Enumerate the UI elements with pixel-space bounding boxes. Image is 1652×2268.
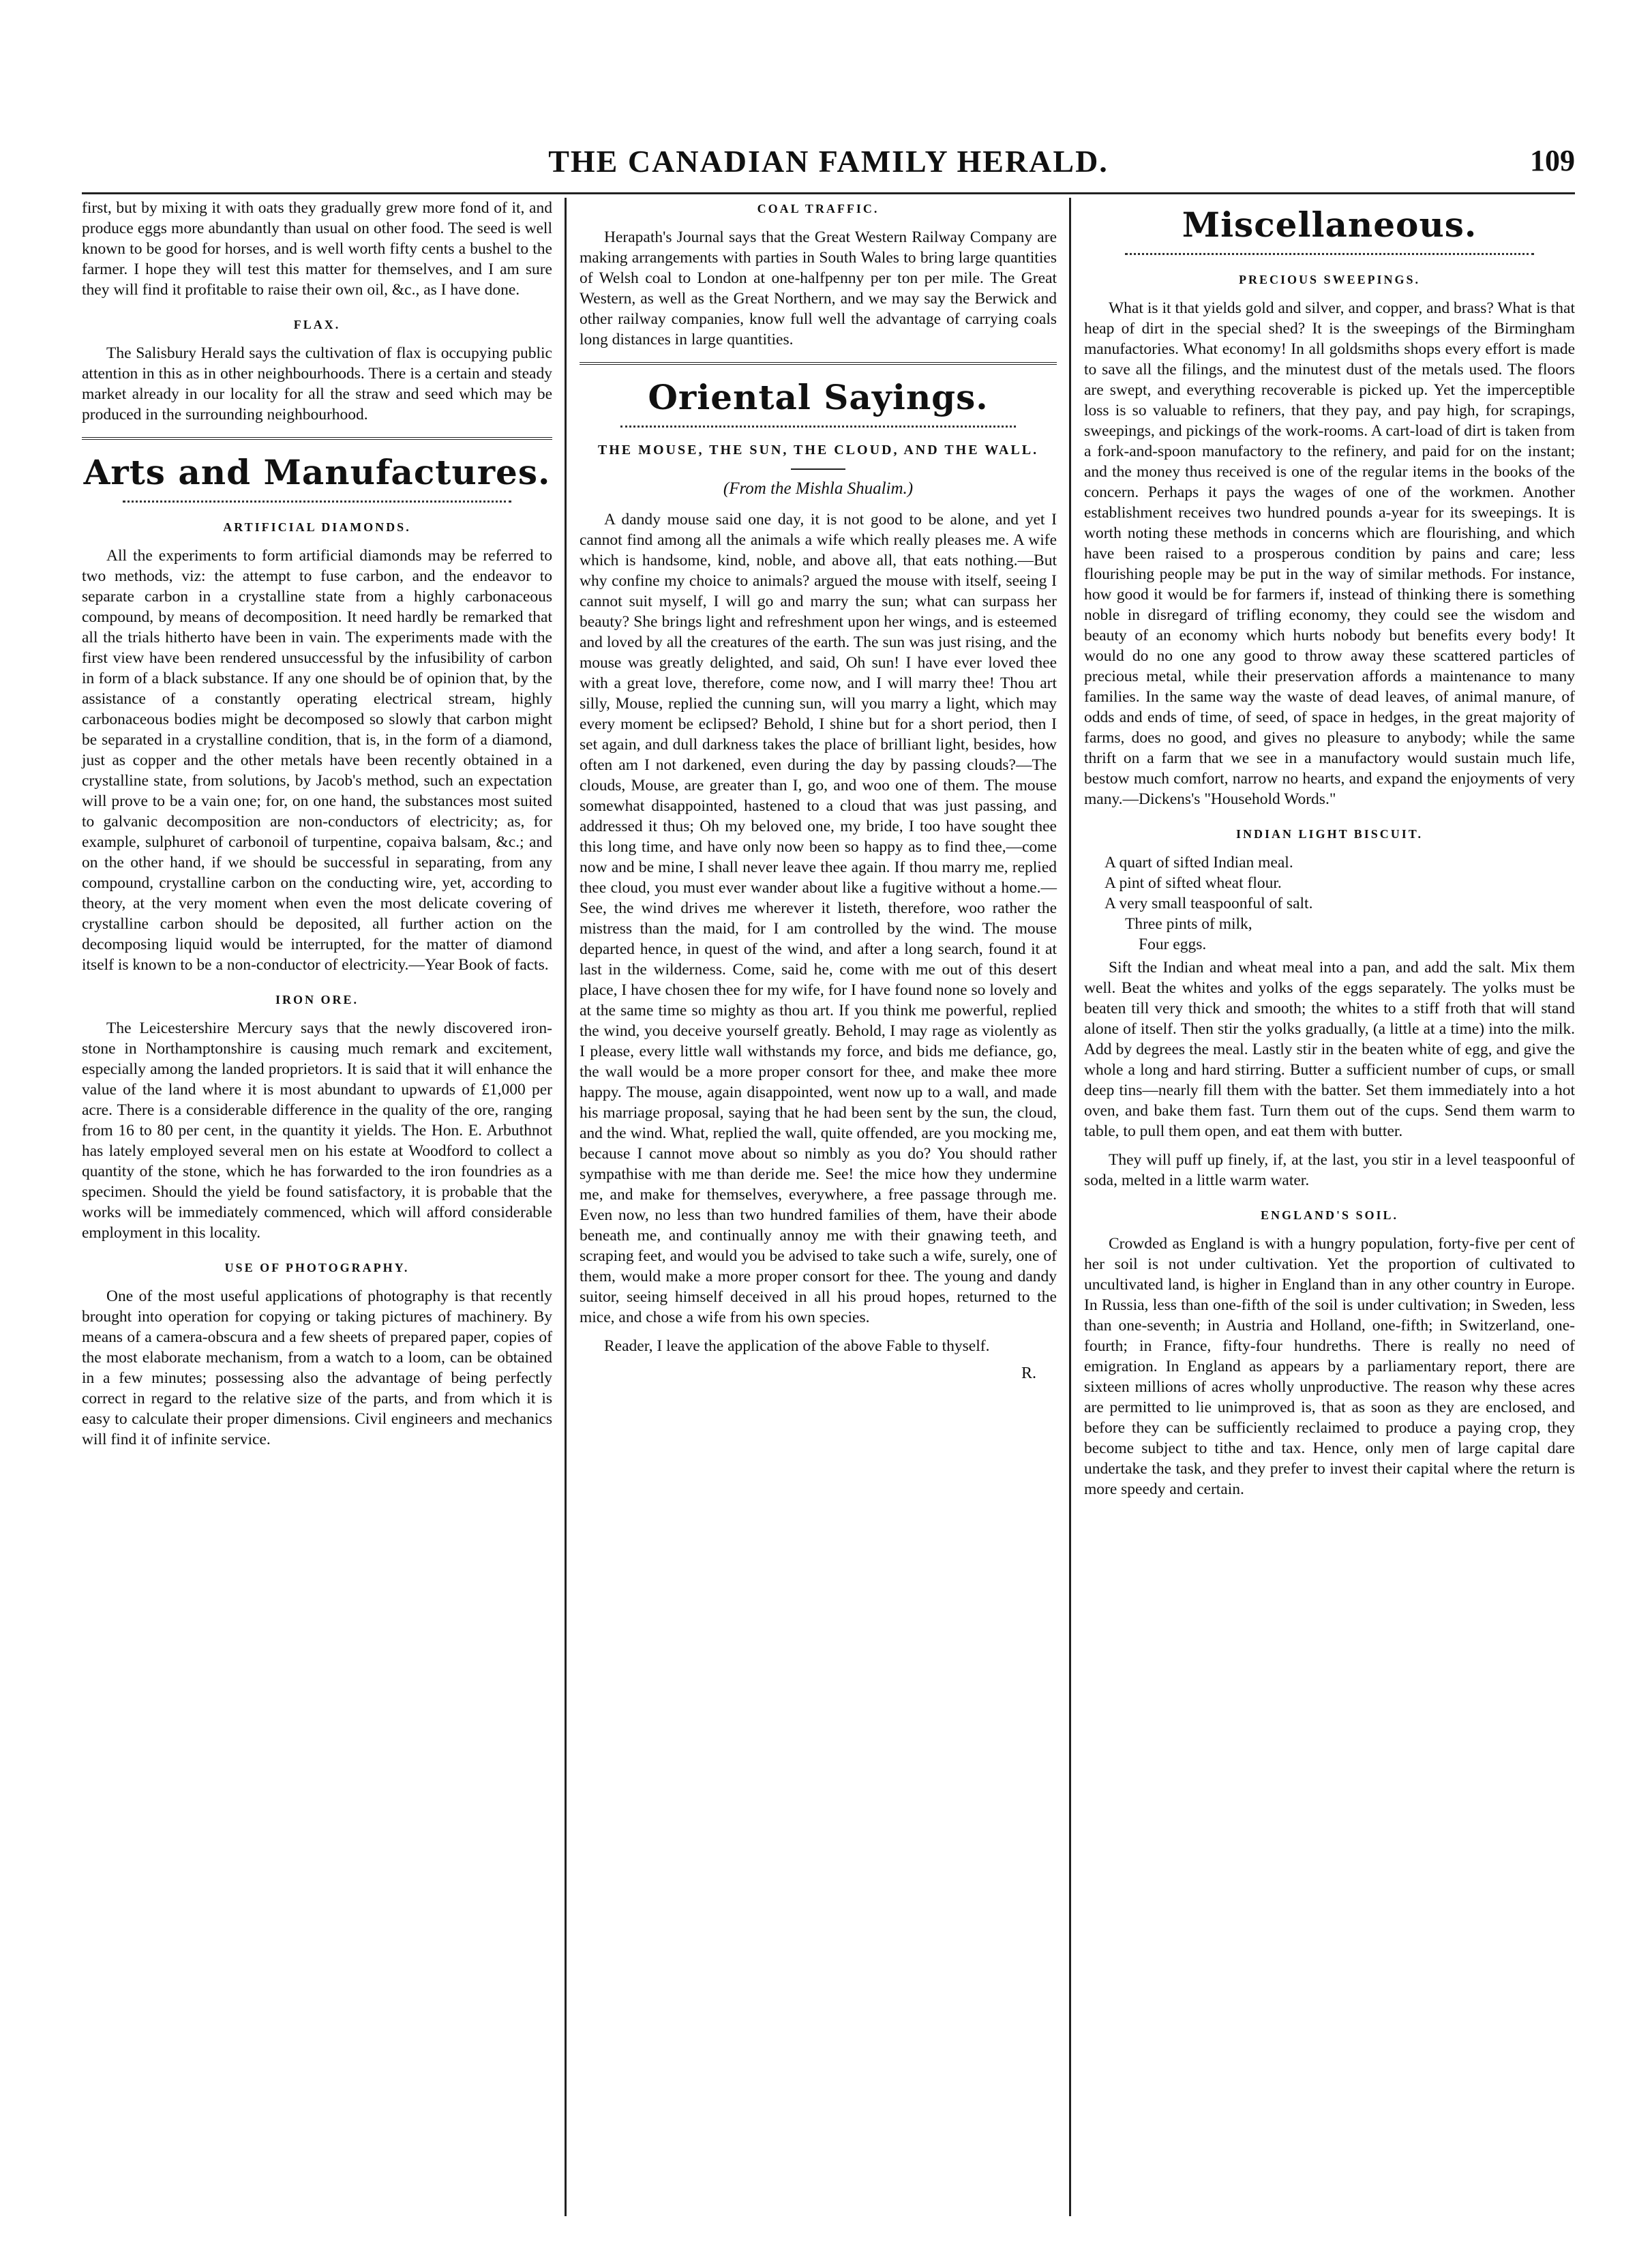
arts-section-title: Arts and Manufactures. [83, 452, 551, 492]
flax-text: The Salisbury Herald says the cultivation of flax is occupying public attention in this as in other neighbourhoods. There is a certain and steady market already in our locality for all the straw and seed which may be produced in the surrounding neighbourhood. [82, 344, 552, 423]
precious-heading: PRECIOUS SWEEPINGS. [1238, 273, 1421, 286]
coal-heading: COAL TRAFFIC. [757, 202, 880, 215]
miscellaneous-section-title: Miscellaneous. [1182, 205, 1477, 245]
photo-heading: USE OF PHOTOGRAPHY. [224, 1261, 410, 1274]
section-ornament [620, 426, 1016, 428]
section-ornament [123, 501, 511, 503]
page-header [82, 143, 1575, 191]
section-ornament [1125, 253, 1534, 255]
recipe-line: A quart of sifted Indian meal. [1105, 854, 1293, 871]
biscuit-text-2: They will puff up finely, if, at the last, you stir in a level teaspoonful of soda, melted in a little warm water. [1084, 1151, 1575, 1189]
page-number: 109 [1530, 144, 1575, 177]
story-title: THE MOUSE, THE SUN, THE CLOUD, AND THE WALL. [597, 443, 1039, 458]
coal-text: Herapath's Journal says that the Great Western Railway Company are making arrangements with parties in South Wales to bring large quantities of Welsh coal to London at one-halfpenny per ton per mile. The Great Western, as well as the Great Northern, and we may say the Berwick and other railway companies, know full well the advantage of carrying coals long distances in large quantities. [580, 228, 1057, 348]
signature: R. [1021, 1364, 1036, 1382]
masthead: THE CANADIAN FAMILY HERALD. [548, 144, 1109, 179]
soil-text: Crowded as England is with a hungry population, forty-five per cent of her soil is not under cultivation. Yet the proportion of cultivated to uncultivated land, is higher in England than in any other country in Europe. In Russia, less than one-fifth of the soil is under cultivation; in Sweden, less than one-seventh; in Austria and Holland, one-fifth; in Switzerland, one-fourth; in France, fifty-four hundreths. There is really no need of emigration. In England as appears by a parliamentary report, there are sixteen millions of acres wholly unproductive. The reason why these acres are permitted to lie unimproved is, that as soon as they are enclosed, and before they can be sufficiently reclaimed to produce a paying crop, they become subject to tithe and tax. Hence, only men of large capital dare undertake the task, and they prefer to invest their capital where the return is more speedy and certain. [1084, 1235, 1575, 1498]
title-rule [791, 468, 845, 470]
recipe-line: A very small teaspoonful of salt. [1105, 895, 1313, 912]
diamonds-text: All the experiments to form artificial diamonds may be referred to two methods, viz: the attempt to fuse carbon, and the endeavor to separate carbon in a crystalline state from a highly carbonaceous compound, by means of decomposition. It need hardly be remarked that all the trials hitherto have been in vain. The experiments made with the first view have been rendered unsuccessful by the infusibility of carbon in form of a black substance. If any one should be of opinion that, by the assistance of a constantly operating electrical stream, highly carbonaceous bodies might be decomposed so slowly that carbon might be separated in a crystalline condition, that is, in the form of a diamond, just as copper and the other metals have been recently obtained in a crystalline state, from solutions, by Jacob's method, such an expectation will prove to be a vain one; for, on one hand, the substances most suited to galvanic decomposition are non-conductors of electricity; as, for example, sulphuret of carbonoil of turpentine, copaiva balsam, &c.; and on the other hand, if we should be successful in separating, from any compound, crystalline carbon on the conducting wire, yet, according to theory, at the very moment when even the most delicate covering of crystalline carbon should be deposited, all further action on the decomposing liquid would be interrupted, for the matter of diamond itself is known to be a non-conductor of electricity.—Year Book of facts. [82, 547, 552, 974]
column-1 [82, 198, 552, 2216]
section-rule [82, 437, 552, 440]
column-3 [1084, 198, 1575, 2216]
iron-heading: IRON ORE. [275, 993, 359, 1006]
header-rule [82, 192, 1575, 194]
column-2 [580, 198, 1057, 2216]
story-paragraph-1: A dandy mouse said one day, it is not good to be alone, and yet I cannot find among all the animals a wife which really pleases me. A wife which is handsome, kind, noble, and above all, that eats nothing.—But why confine my choice to animals? argued the mouse with itself, seeing I cannot suit myself, I will go and marry the sun; what can surpass her beauty? She brings light and refreshment upon her wings, and is esteemed and loved by all the creatures of the earth. The sun was just rising, and the mouse was greatly delighted, and said, Oh sun! I have ever loved thee with a great love, therefore, come now, and I will marry thee! Thou art silly, Mouse, replied the cunning sun, will you marry a light, which may every moment be eclipsed? Behold, I shine but for a short period, then I set again, and dull darkness takes the place of brilliant light, besides, how often am I not darkened, even during the day by passing clouds?—The clouds, Mouse, are greater than I, go, and woo one of them. The mouse somewhat disappointed, hastened to a cloud that was just passing, and addressed it thus; Oh my beloved one, my bride, I too have sought thee this long time, and have only now been so happy as to find thee,—come now and be mine, I shall never leave thee again. If thou marry me, replied thee cloud, you must ever wander about like a fugitive without a home.—See, the wind drives me wherever it listeth, therefore, woo rather the mistress than the maid, for I am controlled by the wind. The mouse departed hence, in quest of the wind, and after a long search, found it at last in the wilderness. Come, said he, come with me out of this desert place, I have chosen thee for my wife, for I have found none so lovely and at the same time so mighty as thou art. If you think me powerful, replied the wind, you deceive yourself greatly. Behold, I may rage as violently as I please, every little wall withstands my force, and bids me defiance, go, the wall would be a more proper consort for thee, and make thee more happy. The mouse, again disappointed, went now up to a wall, and made his marriage proposal, saying that he had been sent by the sun, the cloud, and the wind. What, replied the wall, quite offended, are you mocking me, because I cannot move about so nimbly as you do? You should rather sympathise with me than deride me. See! the mice how they undermine me, and make for themselves, everywhere, a free passage through me. Even now, no less than two hundred families of them, have their abode beneath me, and continually annoy me with their gnawing teeth, and scraping feet, and would you be advised to take such a wife, surely, one of them, would make a more proper consort for thee. The young and dandy suitor, seeing himself deceived in all his proud hopes, returned to the mice, and chose a wife from his own species. [580, 511, 1057, 1326]
oriental-section-title: Oriental Sayings. [648, 377, 989, 417]
diamonds-heading: ARTIFICIAL DIAMONDS. [223, 520, 411, 534]
soil-heading: ENGLAND'S SOIL. [1260, 1208, 1399, 1222]
section-rule [580, 362, 1057, 365]
story-source: (From the Mishla Shualim.) [723, 479, 914, 498]
story-paragraph-2: Reader, I leave the application of the above Fable to thyself. [604, 1337, 990, 1355]
flax-heading: FLAX. [293, 318, 341, 331]
precious-text: What is it that yields gold and silver, and copper, and brass? What is that heap of dirt in the special shed? It is the sweepings of the Birmingham manufactories. What economy! In all goldsmiths shops every effort is made to save all the filings, and the minutest dust of the metals used. The floors are swept, and everything recoverable is picked up. Yet the imperceptible loss is so valuable to refiners, that they pay, and pay high, for scrapings, sweepings, and pickings of the work-rooms. A cart-load of dirt is taken from a fork-and-spoon manufactory to the refinery, and paid for on the instant; and the money thus received is one of the regular items in the books of the concern. Perhaps it pays the wages of one of the workmen. Another establishment receives two hundred pounds a-year for its sweepings. It is worth noting these methods in concerns which are flourishing, and which have been raised to a prosperous condition by pains and care; less flourishing people may be put in the way of similar methods. For instance, how good it would be for farmers if, instead of thinking there is something noble in disregard of trifling economy, they could see the wisdom and beauty of an economy which hurts nobody but benefits every body! It would do no one any good to throw away these scattered particles of precious metal, while their preservation affords a maintenance to many families. In the same way the waste of dead leaves, of animal manure, of odds and ends of time, of seed, of space in hedges, in the great majority of farms, does no good, and gives no pleasure to anybody; while the same thrift on a farm that we see in a manufactory would sustain much life, bestow much comfort, narrow no hearts, and expand the enjoyments of very many.—Dickens's "Household Words." [1084, 299, 1575, 808]
iron-text: The Leicestershire Mercury says that the newly discovered iron-stone in Northamptonshire is causing much remark and excitement, especially among the landed proprietors. It is said that it will enhance the value of the land where it is most abundant to upwards of £1,000 per acre. There is a considerable difference in the quality of the ore, ranging from 16 to 80 per cent, in the quantity it yields. The Hon. E. Arbuthnot has lately employed several men on his estate at Woodford to collect a quantity of the stone, which he has forwarded to the iron foundries as a specimen. Should the yield be found satisfactory, it is probable that the works will be immediately commenced, which will afford considerable employment in this locality. [82, 1019, 552, 1242]
recipe-line: Three pints of milk, [1125, 915, 1252, 933]
intro-paragraph: first, but by mixing it with oats they gradually grew more fond of it, and produce eggs more abundantly than usual on other food. The seed is well known to be good for horses, and is well worth fifty cents a bushel to the farmer. I hope they will test this matter for themselves, and I am sure they will find it profitable to raise their own oil, &c., as I have done. [82, 199, 552, 299]
column-divider-1 [565, 198, 567, 2216]
biscuit-text: Sift the Indian and wheat meal into a pan, and add the salt. Mix them well. Beat the whites and yolks of the eggs separately. The yolks must be beaten till very thick and smooth; the whites to a stiff froth that will stand alone of itself. Then stir the yolks gradually, (a little at a time) into the milk. Add by degrees the meal. Lastly stir in the beaten white of egg, and give the whole a long and hard stirring. Butter a sufficient number of cups, or small deep tins—nearly fill them with the batter. Set them immediately into a hot oven, and bake them fast. Turn them out of the cups. Send them warm to table, to pull them open, and eat them with butter. [1084, 959, 1575, 1140]
recipe-line: A pint of sifted wheat flour. [1105, 874, 1282, 892]
photo-text: One of the most useful applications of photography is that recently brought into operation for copying or taking pictures of machinery. By means of a camera-obscura and a few sheets of prepared paper, copies of the most elaborate mechanism, from a watch to a loom, can be obtained in a few minutes; possessing also the advantage of being perfectly correct in regard to the relative size of the parts, and from which it is easy to calculate their proper dimensions. Civil engineers and mechanics will find it of infinite service. [82, 1287, 552, 1448]
column-divider-2 [1069, 198, 1071, 2216]
biscuit-heading: INDIAN LIGHT BISCUIT. [1236, 827, 1423, 841]
recipe-line: Four eggs. [1139, 936, 1207, 953]
